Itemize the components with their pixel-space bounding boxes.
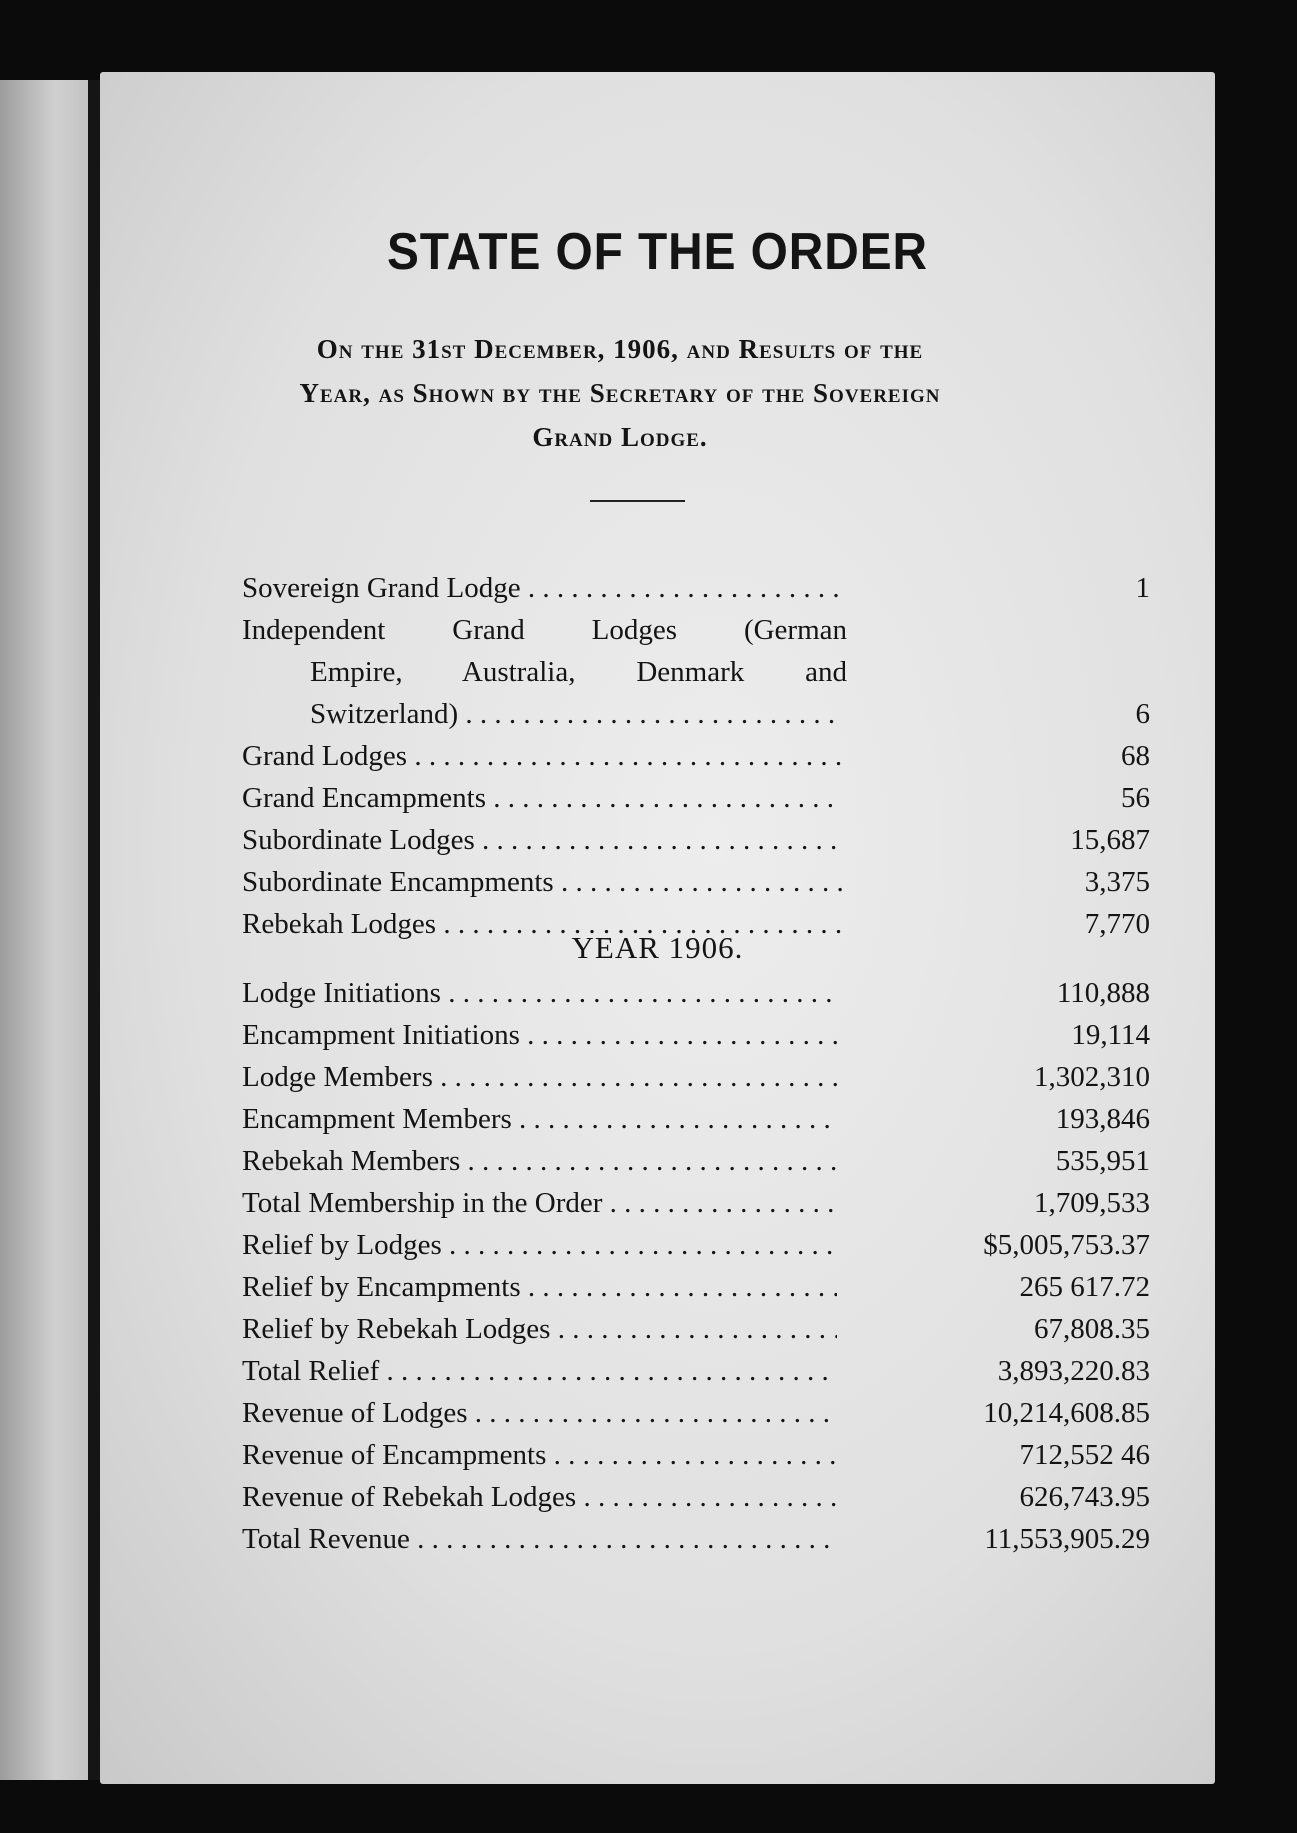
stats-value: 10,214,608.85	[983, 1397, 1150, 1429]
facing-page-edge	[0, 80, 92, 1780]
stats-row	[242, 1061, 1150, 1103]
summary-value: 1	[1135, 572, 1150, 604]
stats-value: $5,005,753.37	[983, 1229, 1150, 1261]
stats-value: 712,552 46	[1019, 1439, 1150, 1471]
stats-value: 110,888	[1056, 977, 1150, 1009]
summary-label: Switzerland) . . .	[310, 698, 842, 731]
stats-label: Rebekah Members . . .	[242, 1145, 837, 1178]
summary-value: 15,687	[1070, 824, 1150, 856]
summary-row	[242, 698, 1150, 740]
page-subtitle: On the 31st December, 1906, and Results of the Year, as Shown by the Secretary of the Sovereign Grand Lodge.	[299, 334, 941, 452]
page-title: STATE OF THE ORDER	[386, 223, 929, 281]
summary-label: Independent Grand Lodges (German	[242, 614, 847, 646]
summary-value: 68	[1121, 740, 1150, 772]
stats-label: Total Relief . . .	[242, 1355, 837, 1388]
summary-label: Subordinate Encampments . . .	[242, 866, 842, 899]
stats-label: Relief by Rebekah Lodges . . .	[242, 1313, 837, 1346]
stats-label: Total Membership in the Order . . .	[242, 1187, 837, 1220]
stats-value: 535,951	[1055, 1145, 1150, 1177]
stats-label: Relief by Lodges . . .	[242, 1229, 837, 1262]
stats-label: Lodge Initiations . . .	[242, 977, 837, 1010]
order-summary-table	[242, 572, 1150, 950]
stats-value: 626,743.95	[1019, 1481, 1150, 1513]
summary-value: 3,375	[1084, 866, 1150, 898]
stats-row	[242, 1439, 1150, 1481]
stats-row	[242, 1229, 1150, 1271]
stats-row	[242, 1397, 1150, 1439]
summary-label: Sovereign Grand Lodge . . .	[242, 572, 842, 605]
stats-label: Revenue of Lodges . . .	[242, 1397, 837, 1430]
year-heading: YEAR 1906.	[571, 930, 744, 965]
summary-label: Empire, Australia, Denmark and	[310, 656, 847, 688]
stats-value: 67,808.35	[1034, 1313, 1150, 1345]
summary-row	[242, 614, 1150, 656]
stats-row	[242, 1481, 1150, 1523]
stats-row	[242, 977, 1150, 1019]
stats-value: 1,709,533	[1034, 1187, 1150, 1219]
summary-label: Grand Lodges . . .	[242, 740, 842, 773]
stats-label: Revenue of Encampments . . .	[242, 1439, 837, 1472]
summary-row	[242, 782, 1150, 824]
stats-row	[242, 1187, 1150, 1229]
stats-value: 193,846	[1055, 1103, 1150, 1135]
stats-row	[242, 1103, 1150, 1145]
summary-row	[242, 656, 1150, 698]
document-page	[100, 72, 1215, 1784]
stats-label: Encampment Initiations . . .	[242, 1019, 837, 1052]
divider-rule	[590, 500, 685, 502]
summary-row	[242, 824, 1150, 866]
stats-value: 19,114	[1071, 1019, 1150, 1051]
stats-value: 265 617.72	[1019, 1271, 1150, 1303]
stats-value: 1,302,310	[1034, 1061, 1150, 1093]
stats-row	[242, 1019, 1150, 1061]
stats-row	[242, 1523, 1150, 1565]
summary-value: 6	[1135, 698, 1150, 730]
summary-label: Grand Encampments . . .	[242, 782, 842, 815]
year-stats-table	[242, 977, 1150, 1565]
stats-label: Revenue of Rebekah Lodges . . .	[242, 1481, 837, 1514]
summary-label: Rebekah Lodges . . .	[242, 908, 842, 941]
stats-row	[242, 1271, 1150, 1313]
stats-label: Encampment Members . . .	[242, 1103, 837, 1136]
stats-label: Relief by Encampments . . .	[242, 1271, 837, 1304]
stats-row	[242, 1145, 1150, 1187]
summary-value: 7,770	[1084, 908, 1150, 940]
stats-row	[242, 1313, 1150, 1355]
summary-value: 56	[1121, 782, 1150, 814]
summary-row	[242, 572, 1150, 614]
stats-label: Lodge Members . . .	[242, 1061, 837, 1094]
stats-row	[242, 1355, 1150, 1397]
summary-row	[242, 866, 1150, 908]
summary-label: Subordinate Lodges . . .	[242, 824, 842, 857]
stats-label: Total Revenue . . .	[242, 1523, 837, 1556]
stats-value: 11,553,905.29	[984, 1523, 1150, 1555]
summary-row	[242, 740, 1150, 782]
stats-value: 3,893,220.83	[997, 1355, 1150, 1387]
